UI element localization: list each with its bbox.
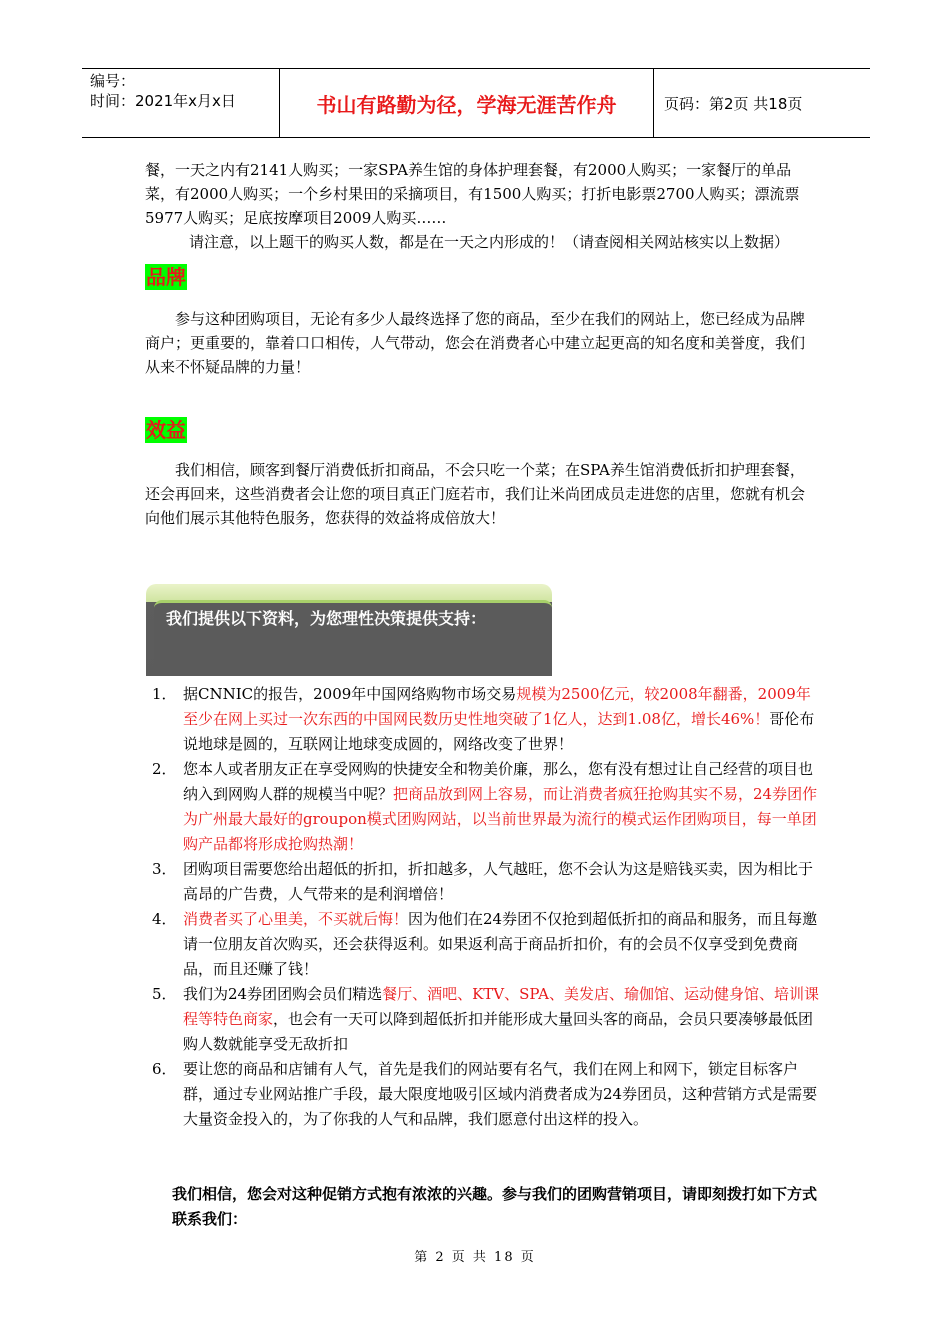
list-text: 团购项目需要您给出超低的折扣，折扣越多，人气越旺，您不会认为这是赔钱买卖，因为相比于高昂的广告费，人气带来的是利润增倍！: [183, 860, 814, 903]
benefit-section: [145, 417, 815, 444]
page-header: [82, 68, 870, 138]
list-text: 哥伦布说地球是圆的，互联网让地球变成圆的，网络改变了世界！: [183, 710, 815, 753]
document-date-label: 时间：2021年x月x日: [90, 92, 236, 110]
closing-paragraph: 我们相信，您会对这种促销方式抱有浓浓的兴趣。参与我们的团购营销项目，请即刻拨打如下方式联系我们：: [172, 1185, 818, 1228]
list-number: 4．: [152, 910, 177, 928]
list-number: 3．: [152, 860, 177, 878]
list-highlight: 规模为2500亿元，较2008年翻番，2009年至少在网上买过一次东西的中国网民数历史性地突破了1亿人，达到1.08亿，增长46%！: [183, 685, 811, 728]
list-text: 您本人或者朋友正在享受网购的快捷安全和物美价廉，那么，您有没有想过让自己经营的项目也纳入到网购人群的规模当中呢？: [183, 760, 814, 803]
callout-box: [146, 584, 552, 676]
list-item: [152, 757, 822, 857]
list-highlight: 消费者买了心里美，不买就后悔！: [183, 910, 409, 928]
list-number: 6．: [152, 1060, 177, 1078]
list-number: 1．: [152, 685, 177, 703]
page-footer: 第 2 页 共 18 页: [414, 1250, 536, 1265]
list-text: 要让您的商品和店铺有人气，首先是我们的网站要有名气，我们在网上和网下，锁定目标客户群，通过专业网站推广手段，最大限度地吸引区域内消费者成为24券团员，这种营销方式是需要大量资金投入的，为了你我的人气和品牌，我们愿意付出这样的投入。: [183, 1060, 818, 1128]
list-number: 2．: [152, 760, 177, 778]
list-text: 据CNNIC的报告，2009年中国网络购物市场交易: [183, 685, 517, 703]
brand-section: [145, 264, 815, 291]
list-text: 我们为24券团团购会员们精选: [183, 985, 383, 1003]
list-highlight: 把商品放到网上容易，而让消费者疯狂抢购其实不易，24券团作为广州最大最好的groupon模式团购网站，以当前世界最为流行的模式运作团购项目，每一单团购产品都将形成抢购热潮！: [183, 785, 818, 853]
list-text: ，也会有一天可以降到超低折扣并能形成大量回头客的商品，会员只要凑够最低团购人数就能享受无敌折扣: [183, 1010, 814, 1053]
list-item: [152, 907, 822, 982]
list-item: [152, 982, 822, 1057]
brand-heading: 品牌: [146, 265, 186, 289]
list-item: [152, 857, 822, 907]
support-list: [152, 682, 822, 1132]
benefit-paragraph: 我们相信，顾客到餐厅消费低折扣商品，不会只吃一个菜；在SPA养生馆消费低折扣护理套餐，还会再回来，这些消费者会让您的项目真正门庭若市，我们让米尚团成员走进您的店里，您就有机会向他们展示其他特色服务，您获得的效益将成倍放大！: [145, 461, 806, 527]
header-meta: [82, 69, 280, 137]
header-page-label: 页码：第2页 共18页: [664, 94, 803, 113]
callout-text: 我们提供以下资料，为您理性决策提供支持：: [166, 609, 487, 628]
list-item: [152, 1057, 822, 1132]
main-content: [145, 158, 815, 530]
intro-paragraph: 餐，一天之内有2141人购买；一家SPA养生馆的身体护理套餐，有2000人购买；一家餐厅的单品菜，有2000人购买；一个乡村果田的采摘项目，有1500人购买；打折电影票2700人购买；漂流票5977人购买；足底按摩项目2009人购买……: [145, 161, 800, 227]
list-item: [152, 682, 822, 757]
header-motto: 书山有路勤为径，学海无涯苦作舟: [280, 69, 654, 137]
document-number-label: 编号：: [90, 72, 136, 90]
brand-paragraph: 参与这种团购项目，无论有多少人最终选择了您的商品，至少在我们的网站上，您已经成为品牌商户；更重要的，靠着口口相传，人气带动，您会在消费者心中建立起更高的知名度和美誉度，我们从来不怀疑品牌的力量！: [145, 310, 806, 376]
list-highlight: 餐厅、酒吧、KTV、SPA、美发店、瑜伽馆、运动健身馆、培训课程等特色商家: [183, 985, 819, 1028]
list-number: 5．: [152, 985, 177, 1003]
intro-note: 请注意，以上题干的购买人数，都是在一天之内形成的！（请查阅相关网站核实以上数据）: [189, 233, 790, 251]
list-text: 因为他们在24券团不仅抢到超低折扣的商品和服务，而且每邀请一位朋友首次购买，还会获得返利。如果返利高于商品折扣价，有的会员不仅享受到免费商品，而且还赚了钱！: [183, 910, 818, 978]
benefit-heading: 效益: [146, 418, 186, 442]
